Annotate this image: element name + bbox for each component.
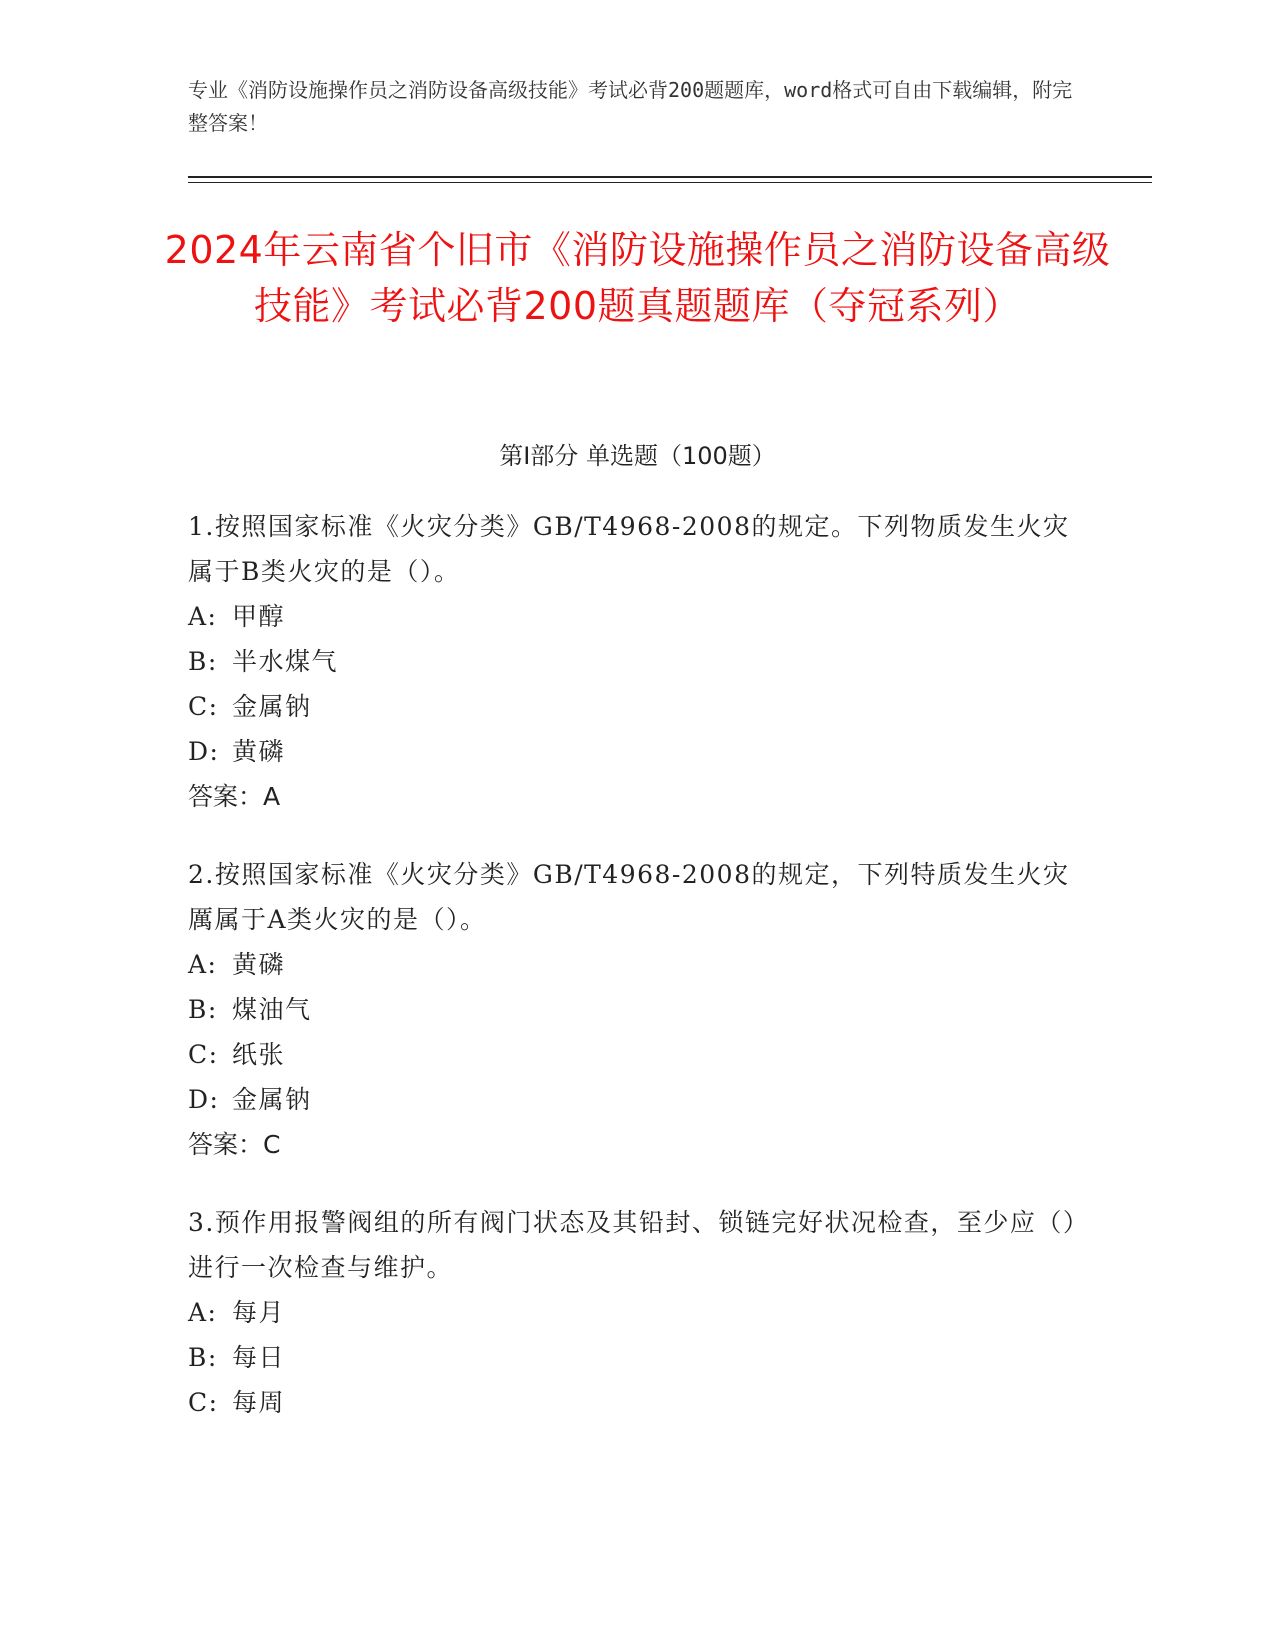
option-key: A:: [188, 950, 218, 979]
option-c: [188, 684, 1088, 729]
question-2: [188, 852, 1088, 1167]
option-key: D:: [188, 737, 220, 766]
option-text: 黄磷: [232, 737, 286, 766]
option-text: 金属钠: [232, 692, 312, 721]
option-key: C:: [188, 1388, 219, 1417]
option-c: [188, 1032, 1088, 1077]
option-text: 煤油气: [232, 995, 312, 1024]
answer-line: 答案：A: [188, 782, 281, 811]
header-note: 专业《消防设施操作员之消防设备高级技能》考试必背200题题库，word格式可自由下载编辑，附完整答案！: [188, 78, 1073, 135]
option-a: [188, 942, 1088, 987]
option-b: [188, 1335, 1088, 1380]
option-d: [188, 1077, 1088, 1122]
question-stem: 3.预作用报警阀组的所有阀门状态及其铅封、锁链完好状况检查，至少应（）进行一次检查与维护。: [188, 1208, 1077, 1282]
option-a: [188, 1290, 1088, 1335]
option-key: B:: [188, 1343, 218, 1372]
option-c: [188, 1380, 1088, 1425]
option-text: 半水煤气: [232, 647, 339, 676]
option-key: A:: [188, 602, 218, 631]
document-title: 2024年云南省个旧市《消防设施操作员之消防设备高级技能》考试必背200题真题题库（夺冠系列）: [164, 228, 1111, 328]
option-a: [188, 594, 1088, 639]
option-key: B:: [188, 647, 218, 676]
option-b: [188, 639, 1088, 684]
section-heading: 第I部分 单选题（100题）: [499, 442, 776, 470]
question-1: [188, 504, 1088, 819]
option-key: A:: [188, 1298, 218, 1327]
question-3: [188, 1200, 1088, 1425]
question-stem: 1.按照国家标准《火灾分类》GB/T4968-2008的规定。下列物质发生火灾属于B类火灾的是（）。: [188, 512, 1070, 586]
option-b: [188, 987, 1088, 1032]
option-text: 纸张: [232, 1040, 286, 1069]
option-d: [188, 729, 1088, 774]
option-key: D:: [188, 1085, 220, 1114]
option-key: B:: [188, 995, 218, 1024]
option-text: 黄磷: [232, 950, 286, 979]
option-key: C:: [188, 1040, 219, 1069]
option-text: 每周: [232, 1388, 286, 1417]
option-key: C:: [188, 692, 219, 721]
question-stem: 2.按照国家标准《火灾分类》GB/T4968-2008的规定，下列特质发生火灾厲属于A类火灾的是（）。: [188, 860, 1070, 934]
option-text: 每日: [232, 1343, 286, 1372]
answer-line: 答案：C: [188, 1130, 281, 1159]
header-rule-thin: [188, 182, 1152, 183]
option-text: 甲醇: [232, 602, 286, 631]
option-text: 每月: [232, 1298, 286, 1327]
option-text: 金属钠: [232, 1085, 312, 1114]
header-rule-thick: [188, 176, 1152, 178]
